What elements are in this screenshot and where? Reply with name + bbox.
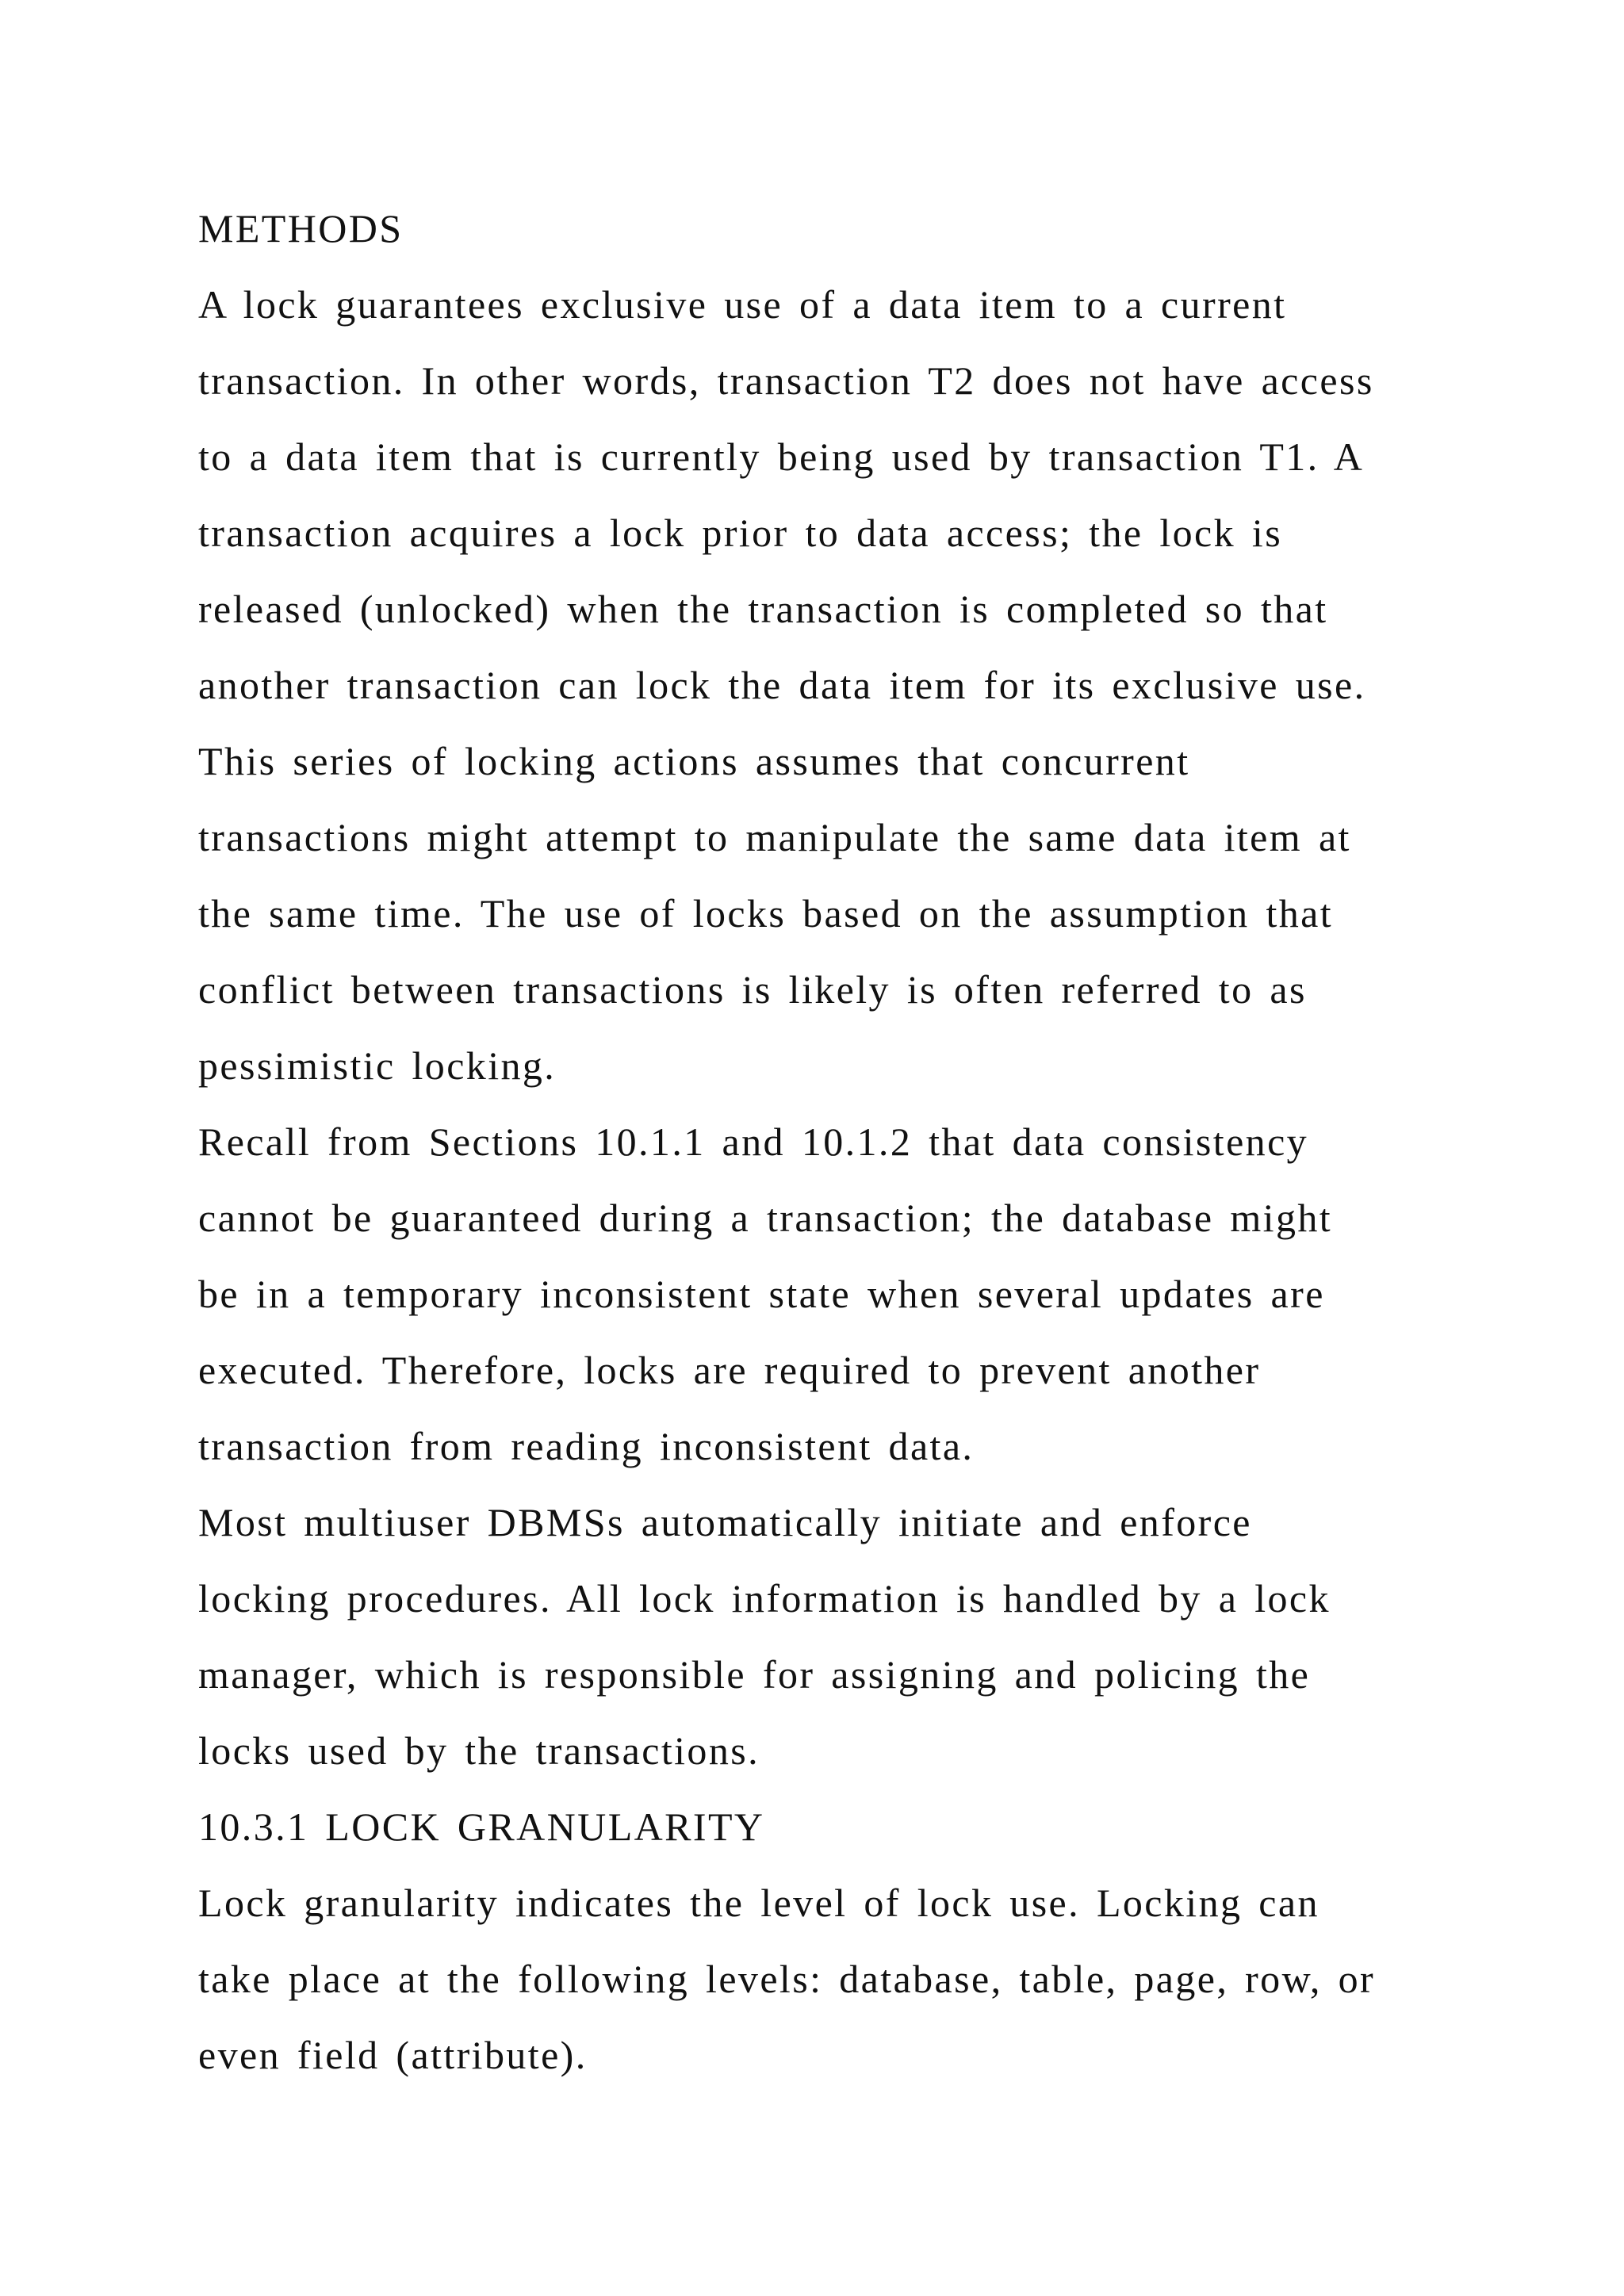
paragraph-lock-definition (198, 266, 1435, 1104)
text-line: to a data item that is currently being used by transaction T1. A (198, 434, 1365, 479)
section-heading-methods: METHODS (198, 206, 404, 251)
text-line: transactions might attempt to manipulate the same data item at (198, 815, 1351, 859)
text-line: A lock guarantees exclusive use of a data item to a current (198, 282, 1287, 327)
text-line: even field (attribute). (198, 2033, 588, 2077)
text-line: released (unlocked) when the transaction is completed so that (198, 587, 1328, 631)
text-line: the same time. The use of locks based on the assumption that (198, 891, 1334, 936)
subsection-heading-lock-granularity: 10.3.1 LOCK GRANULARITY (198, 1804, 765, 1849)
text-line: take place at the following levels: database, table, page, row, or (198, 1957, 1376, 2001)
text-line: pessimistic locking. (198, 1043, 557, 1088)
text-line: be in a temporary inconsistent state when several updates are (198, 1272, 1325, 1316)
text-line: transaction from reading inconsistent data. (198, 1424, 975, 1468)
text-line: cannot be guaranteed during a transaction; the database might (198, 1196, 1333, 1240)
text-line: transaction acquires a lock prior to data access; the lock is (198, 511, 1283, 555)
paragraph-lock-manager (198, 1484, 1435, 1789)
text-line: executed. Therefore, locks are required to prevent another (198, 1348, 1261, 1392)
paragraph-lock-granularity (198, 1865, 1435, 2093)
text-line: conflict between transactions is likely is often referred to as (198, 967, 1307, 1012)
text-line: transaction. In other words, transaction T2 does not have access (198, 358, 1374, 403)
text-line: another transaction can lock the data item for its exclusive use. (198, 663, 1366, 707)
text-line: locking procedures. All lock information is handled by a lock (198, 1576, 1331, 1621)
text-line: manager, which is responsible for assigning and policing the (198, 1652, 1311, 1697)
text-line: Recall from Sections 10.1.1 and 10.1.2 that data consistency (198, 1119, 1309, 1164)
text-line: Lock granularity indicates the level of lock use. Locking can (198, 1881, 1320, 1925)
paragraph-data-consistency (198, 1104, 1435, 1484)
text-line: This series of locking actions assumes that concurrent (198, 739, 1190, 783)
text-line: locks used by the transactions. (198, 1728, 760, 1773)
text-line: Most multiuser DBMSs automatically initiate and enforce (198, 1500, 1252, 1544)
document-body (198, 190, 1435, 2093)
